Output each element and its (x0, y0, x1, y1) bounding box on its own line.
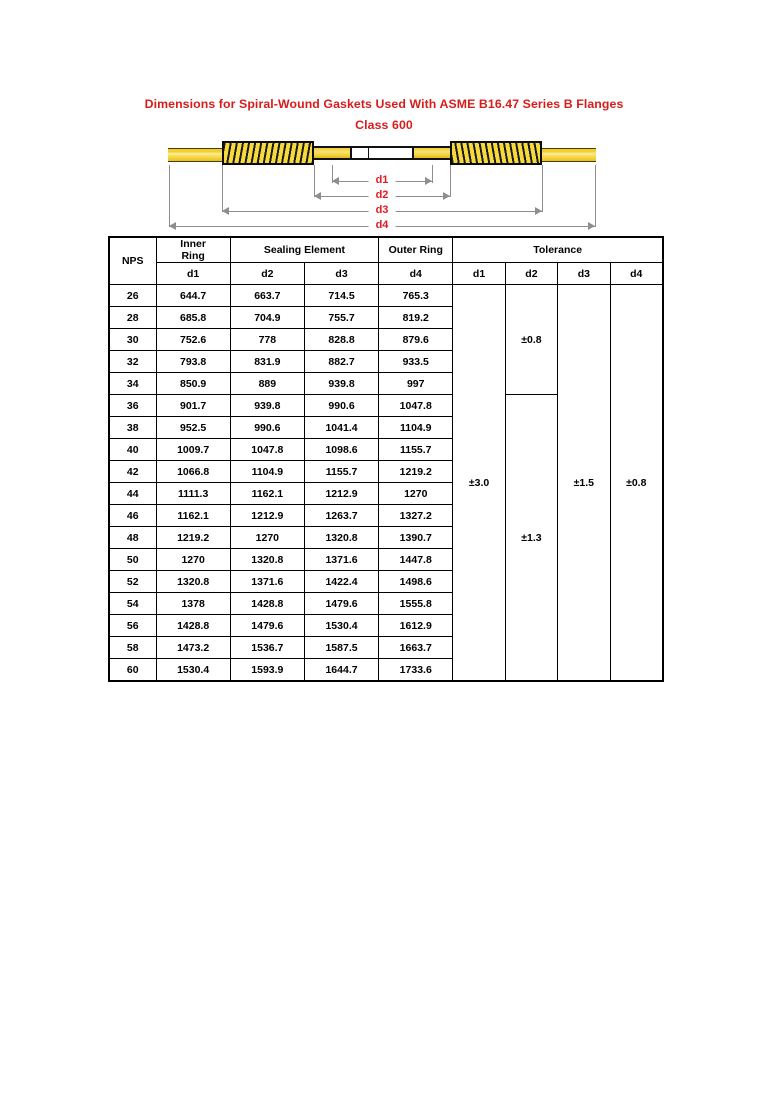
extension-line-d3-right (542, 165, 543, 212)
cell-d1: 1428.8 (156, 615, 230, 637)
table-head (109, 237, 663, 285)
cell-d4: 1663.7 (379, 637, 453, 659)
cell-d1: 1162.1 (156, 505, 230, 527)
cell-d4: 1327.2 (379, 505, 453, 527)
inner-ring-left (314, 146, 350, 160)
cell-d4: 1498.6 (379, 571, 453, 593)
cell-d1: 1473.2 (156, 637, 230, 659)
dimensions-table-container (108, 236, 664, 682)
cell-nps: 26 (109, 285, 156, 307)
cell-d1: 1219.2 (156, 527, 230, 549)
cell-nps: 54 (109, 593, 156, 615)
dimensions-table (108, 236, 664, 682)
cell-d1: 1111.3 (156, 483, 230, 505)
gasket-diagram (0, 138, 768, 236)
spiral-winding-pattern-left (224, 141, 312, 165)
cell-d2: 1536.7 (230, 637, 304, 659)
arrow-left-d3 (222, 207, 229, 215)
table-subheader-row (109, 263, 663, 285)
cell-d3: 939.8 (304, 373, 378, 395)
cell-d4: 1447.8 (379, 549, 453, 571)
cell-nps: 42 (109, 461, 156, 483)
tolerance-d3: ±1.5 (558, 285, 610, 682)
cell-d3: 1098.6 (304, 439, 378, 461)
tolerance-d1: ±3.0 (453, 285, 505, 682)
cell-nps: 30 (109, 329, 156, 351)
cell-d3: 1212.9 (304, 483, 378, 505)
header-nps: NPS (109, 237, 156, 285)
cell-d4: 879.6 (379, 329, 453, 351)
arrow-left-d1 (332, 177, 339, 185)
header-outer-ring: Outer Ring (379, 237, 453, 263)
cell-nps: 28 (109, 307, 156, 329)
cell-d2: 1162.1 (230, 483, 304, 505)
cell-nps: 38 (109, 417, 156, 439)
cell-d3: 714.5 (304, 285, 378, 307)
title-line-2: Class 600 (355, 118, 413, 132)
cell-nps: 52 (109, 571, 156, 593)
cell-d4: 997 (379, 373, 453, 395)
extension-line-d1-right (432, 165, 433, 183)
subheader-tol-d1: d1 (453, 263, 505, 285)
subheader-d3: d3 (304, 263, 378, 285)
cell-d1: 793.8 (156, 351, 230, 373)
tolerance-d4: ±0.8 (610, 285, 663, 682)
cell-d4: 1612.9 (379, 615, 453, 637)
outer-ring-left (168, 148, 222, 162)
dimension-d4 (169, 219, 595, 233)
cell-d2: 889 (230, 373, 304, 395)
cell-nps: 58 (109, 637, 156, 659)
subheader-d4: d4 (379, 263, 453, 285)
dimension-label-d4: d4 (369, 218, 396, 232)
cell-d3: 1422.4 (304, 571, 378, 593)
cell-d4: 1219.2 (379, 461, 453, 483)
cell-nps: 50 (109, 549, 156, 571)
dimension-label-d2: d2 (369, 188, 396, 202)
dimension-label-d3: d3 (369, 203, 396, 217)
outer-ring-right (542, 148, 596, 162)
arrow-left-d4 (169, 222, 176, 230)
cell-d4: 1733.6 (379, 659, 453, 682)
cell-nps: 56 (109, 615, 156, 637)
title-line-1: Dimensions for Spiral-Wound Gaskets Used With ASME B16.47 Series B Flanges (144, 97, 624, 111)
gasket-cross-section (168, 141, 596, 165)
cell-d1: 1530.4 (156, 659, 230, 682)
cell-d3: 882.7 (304, 351, 378, 373)
tolerance-d2-upper: ±0.8 (505, 285, 557, 395)
cell-nps: 60 (109, 659, 156, 682)
dimension-d3 (222, 204, 542, 218)
cell-d4: 1047.8 (379, 395, 453, 417)
cell-d4: 1155.7 (379, 439, 453, 461)
cell-d4: 933.5 (379, 351, 453, 373)
cell-nps: 46 (109, 505, 156, 527)
table-header-group-row (109, 237, 663, 263)
dimension-d1 (332, 174, 432, 188)
cell-d2: 663.7 (230, 285, 304, 307)
cell-d4: 765.3 (379, 285, 453, 307)
cell-d1: 685.8 (156, 307, 230, 329)
sealing-element-left (222, 141, 314, 165)
subheader-tol-d3: d3 (558, 263, 610, 285)
extension-line-d4-right (595, 165, 596, 227)
dimension-d2 (314, 189, 450, 203)
cell-d1: 1066.8 (156, 461, 230, 483)
cell-d1: 1270 (156, 549, 230, 571)
cell-d2: 1371.6 (230, 571, 304, 593)
cell-d2: 990.6 (230, 417, 304, 439)
arrow-right-d3 (535, 207, 542, 215)
cell-d3: 1320.8 (304, 527, 378, 549)
arrow-right-d2 (443, 192, 450, 200)
sealing-element-right (450, 141, 542, 165)
cell-d4: 1555.8 (379, 593, 453, 615)
cell-nps: 48 (109, 527, 156, 549)
extension-line-d4-left (169, 165, 170, 227)
cell-d3: 1371.6 (304, 549, 378, 571)
cell-d3: 1644.7 (304, 659, 378, 682)
cell-d2: 1104.9 (230, 461, 304, 483)
cell-d2: 1479.6 (230, 615, 304, 637)
cell-d2: 831.9 (230, 351, 304, 373)
cell-d2: 704.9 (230, 307, 304, 329)
table-row (109, 285, 663, 307)
cell-d4: 819.2 (379, 307, 453, 329)
header-inner-ring (156, 237, 230, 263)
cell-d2: 1212.9 (230, 505, 304, 527)
cell-nps: 36 (109, 395, 156, 417)
dimension-label-d1: d1 (369, 173, 396, 187)
cell-d1: 901.7 (156, 395, 230, 417)
cell-d2: 1270 (230, 527, 304, 549)
subheader-d1: d1 (156, 263, 230, 285)
inner-ring-right (414, 146, 450, 160)
header-inner-ring-line1: Inner (180, 238, 206, 250)
cell-d3: 828.8 (304, 329, 378, 351)
cell-d2: 778 (230, 329, 304, 351)
table-body (109, 285, 663, 682)
cell-nps: 32 (109, 351, 156, 373)
arrow-right-d4 (588, 222, 595, 230)
cell-d2: 1320.8 (230, 549, 304, 571)
gasket-bore (350, 146, 414, 160)
cell-d3: 1479.6 (304, 593, 378, 615)
subheader-tol-d2: d2 (505, 263, 557, 285)
cell-d3: 1041.4 (304, 417, 378, 439)
subheader-d2: d2 (230, 263, 304, 285)
cell-d1: 644.7 (156, 285, 230, 307)
cell-d4: 1104.9 (379, 417, 453, 439)
document-title (0, 94, 768, 136)
cell-d3: 755.7 (304, 307, 378, 329)
cell-d1: 1378 (156, 593, 230, 615)
subheader-tol-d4: d4 (610, 263, 663, 285)
cell-d3: 1587.5 (304, 637, 378, 659)
cell-d1: 850.9 (156, 373, 230, 395)
cell-nps: 34 (109, 373, 156, 395)
cell-d3: 1530.4 (304, 615, 378, 637)
header-inner-ring-line2: Ring (181, 250, 205, 262)
cell-d2: 1047.8 (230, 439, 304, 461)
header-tolerance: Tolerance (453, 237, 663, 263)
cell-nps: 44 (109, 483, 156, 505)
cell-d2: 1593.9 (230, 659, 304, 682)
header-sealing-element: Sealing Element (230, 237, 378, 263)
cell-d4: 1390.7 (379, 527, 453, 549)
arrow-right-d1 (425, 177, 432, 185)
spiral-winding-pattern-right (452, 141, 540, 165)
cell-d4: 1270 (379, 483, 453, 505)
cell-d1: 1320.8 (156, 571, 230, 593)
extension-line-d2-right (450, 165, 451, 197)
cell-nps: 40 (109, 439, 156, 461)
tolerance-d2-lower: ±1.3 (505, 395, 557, 682)
cell-d1: 752.6 (156, 329, 230, 351)
cell-d3: 990.6 (304, 395, 378, 417)
cell-d3: 1155.7 (304, 461, 378, 483)
cell-d1: 952.5 (156, 417, 230, 439)
cell-d3: 1263.7 (304, 505, 378, 527)
cell-d2: 1428.8 (230, 593, 304, 615)
cell-d2: 939.8 (230, 395, 304, 417)
arrow-left-d2 (314, 192, 321, 200)
bore-tick-mark (368, 148, 369, 158)
cell-d1: 1009.7 (156, 439, 230, 461)
